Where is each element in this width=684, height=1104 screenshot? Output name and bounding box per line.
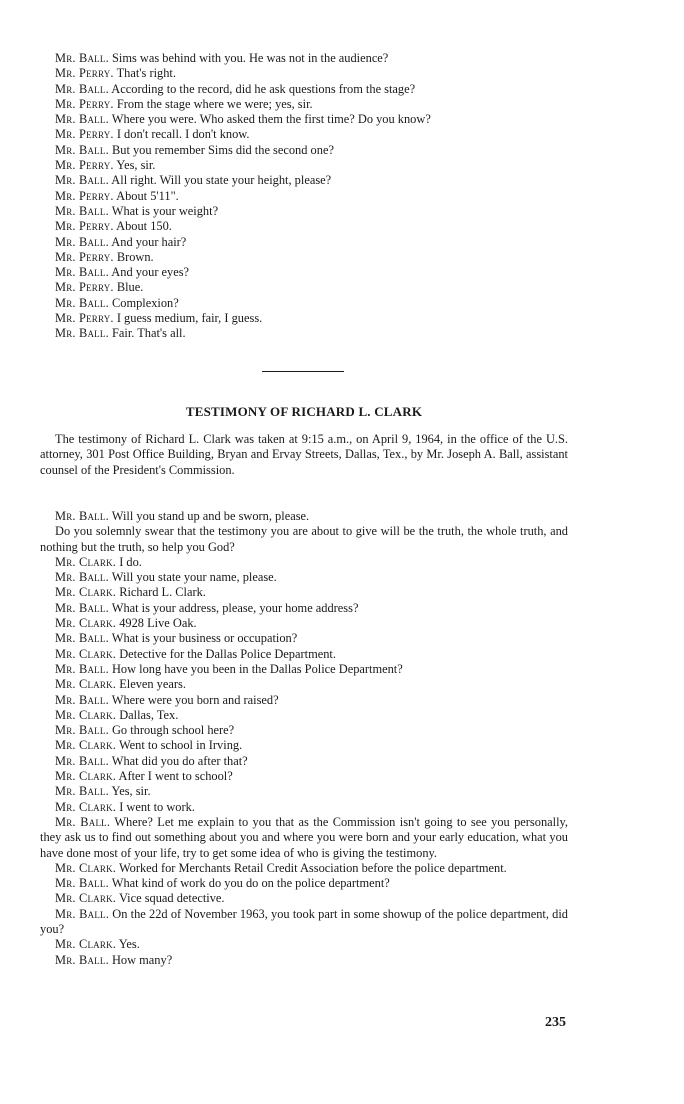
utterance: What is your weight? <box>111 203 219 218</box>
dialogue-line <box>40 265 568 280</box>
utterance: About 150. <box>116 219 172 234</box>
speaker: Mr. Clark. <box>55 860 117 875</box>
utterance: Sims was behind with you. He was not in the audience? <box>111 51 389 65</box>
dialogue-line <box>40 250 568 265</box>
dialogue-line <box>40 570 568 585</box>
utterance: What did you do after that? <box>111 753 248 768</box>
speaker: Mr. Ball. <box>55 295 109 310</box>
speaker: Mr. Clark. <box>55 677 117 692</box>
speaker: Mr. Ball. <box>55 723 109 738</box>
speaker: Mr. Perry. <box>55 280 114 295</box>
dialogue-line <box>40 296 568 311</box>
dialogue-line <box>40 219 568 234</box>
utterance: Where? Let me explain to you that as the Commission isn't going to see you personally, they ask us to find out something about you and where you were born and your early education, what you have done most of your life, try to get some idea of who is giving the testimony. <box>40 814 569 860</box>
utterance: According to the record, did he ask questions from the stage? <box>111 81 416 96</box>
dialogue-line <box>40 143 568 158</box>
utterance: Vice squad detective. <box>118 891 225 906</box>
dialogue-line <box>40 158 568 173</box>
speaker: Mr. Ball. <box>55 265 109 280</box>
utterance: From the stage where we were; yes, sir. <box>116 96 313 111</box>
utterance: Eleven years. <box>119 677 186 692</box>
utterance: How many? <box>111 952 173 967</box>
dialogue-line <box>40 907 568 938</box>
utterance: Fair. That's all. <box>111 326 186 341</box>
dialogue-line <box>40 693 568 708</box>
speaker: Mr. Perry. <box>55 249 114 264</box>
dialogue-line <box>40 82 568 97</box>
dialogue-line <box>40 677 568 692</box>
intro-paragraph: The testimony of Richard L. Clark was taken at 9:15 a.m., on April 9, 1964, in the office of the U.S. attorney, 301 Post Office Building, Bryan and Ervay Streets, Dallas, Tex., by Mr. Joseph A. Ball, assistant counsel of the President's Commission. <box>40 432 568 477</box>
utterance: Went to school in Irving. <box>118 738 243 753</box>
dialogue-line <box>40 555 568 570</box>
dialogue-line <box>40 204 568 219</box>
utterance: Will you stand up and be sworn, please. <box>111 509 310 523</box>
speaker: Mr. Ball. <box>55 814 111 829</box>
utterance: 4928 Live Oak. <box>119 616 197 631</box>
dialogue-line <box>40 815 568 861</box>
speaker: Mr. Ball. <box>55 234 109 249</box>
speaker: Mr. Ball. <box>55 142 109 157</box>
utterance: Richard L. Clark. <box>119 585 206 600</box>
dialogue-line <box>40 953 568 968</box>
utterance: I guess medium, fair, I guess. <box>116 311 263 326</box>
page-number: 235 <box>545 1015 566 1030</box>
speaker: Mr. Perry. <box>55 158 114 173</box>
speaker: Mr. Clark. <box>55 738 117 753</box>
speaker: Mr. Ball. <box>55 784 109 799</box>
speaker: Mr. Perry. <box>55 66 114 81</box>
testimony-intro <box>40 432 568 478</box>
dialogue-line <box>40 784 568 799</box>
dialogue-line <box>40 891 568 906</box>
speaker: Mr. Perry. <box>55 311 114 326</box>
utterance: On the 22d of November 1963, you took part in some showup of the police department, did you? <box>40 906 569 937</box>
dialogue-line <box>40 876 568 891</box>
dialogue-line <box>40 189 568 204</box>
dialogue-line <box>40 280 568 295</box>
utterance: How long have you been in the Dallas Police Department? <box>111 661 403 676</box>
utterance: That's right. <box>116 66 176 81</box>
dialogue-line <box>40 509 568 524</box>
speaker: Mr. Clark. <box>55 799 117 814</box>
utterance: Yes. <box>118 937 140 952</box>
speaker: Mr. Clark. <box>55 891 117 906</box>
dialogue-line <box>40 708 568 723</box>
dialogue-line <box>40 112 568 127</box>
dialogue-line <box>40 769 568 784</box>
dialogue-line <box>40 235 568 250</box>
utterance: And your hair? <box>111 234 187 249</box>
dialogue-line <box>40 937 568 952</box>
dialogue-line <box>40 585 568 600</box>
utterance: I went to work. <box>119 799 195 814</box>
utterance: Yes, sir. <box>111 784 151 799</box>
utterance: Where you were. Who asked them the first time? Do you know? <box>111 112 431 127</box>
dialogue-line <box>40 662 568 677</box>
utterance: After I went to school? <box>118 769 233 784</box>
utterance: What is your address, please, your home address? <box>111 600 359 615</box>
dialogue-line <box>40 738 568 753</box>
dialogue-line <box>40 326 568 341</box>
utterance: I don't recall. I don't know. <box>116 127 250 142</box>
speaker: Mr. Ball. <box>55 952 109 967</box>
utterance: Brown. <box>116 249 154 264</box>
utterance: About 5'11". <box>116 188 179 203</box>
speaker: Mr. Ball. <box>55 570 109 585</box>
speaker: Mr. Ball. <box>55 631 109 646</box>
utterance: I do. <box>119 554 142 569</box>
speaker: Mr. Ball. <box>55 51 109 65</box>
utterance: And your eyes? <box>111 265 190 280</box>
utterance: What kind of work do you do on the police department? <box>111 876 390 891</box>
utterance: All right. Will you state your height, please? <box>111 173 332 188</box>
dialogue-line <box>40 127 568 142</box>
utterance: Where were you born and raised? <box>111 692 279 707</box>
speaker: Mr. Clark. <box>55 616 117 631</box>
speaker: Mr. Clark. <box>55 585 117 600</box>
utterance: But you remember Sims did the second one? <box>111 142 334 157</box>
dialogue-line <box>40 601 568 616</box>
utterance: Will you state your name, please. <box>111 570 277 585</box>
speaker: Mr. Ball. <box>55 173 109 188</box>
dialogue-line <box>40 173 568 188</box>
speaker: Mr. Ball. <box>55 661 109 676</box>
section-heading: TESTIMONY OF RICHARD L. CLARK <box>185 404 423 419</box>
speaker: Mr. Ball. <box>55 81 109 96</box>
dialogue-line <box>40 647 568 662</box>
oath-paragraph <box>40 524 568 555</box>
dialogue-line <box>40 311 568 326</box>
utterance: Dallas, Tex. <box>119 707 179 722</box>
dialogue-line <box>40 616 568 631</box>
utterance: Do you solemnly swear that the testimony you are about to give will be the truth, the whole truth, and nothing but the truth, so help you God? <box>40 524 568 554</box>
speaker: Mr. Clark. <box>55 769 117 784</box>
speaker: Mr. Ball. <box>55 326 109 341</box>
speaker: Mr. Clark. <box>55 937 117 952</box>
dialogue-line <box>40 66 568 81</box>
dialogue-line <box>40 800 568 815</box>
clark-testimony <box>40 509 568 968</box>
perry-testimony-continuation <box>40 51 568 342</box>
speaker: Mr. Clark. <box>55 707 117 722</box>
dialogue-line <box>40 97 568 112</box>
speaker: Mr. Ball. <box>55 112 109 127</box>
utterance: Complexion? <box>111 295 179 310</box>
speaker: Mr. Clark. <box>55 554 117 569</box>
speaker: Mr. Perry. <box>55 127 114 142</box>
speaker: Mr. Ball. <box>55 509 109 523</box>
speaker: Mr. Ball. <box>55 203 109 218</box>
speaker: Mr. Ball. <box>55 600 109 615</box>
utterance: Blue. <box>116 280 144 295</box>
speaker: Mr. Ball. <box>55 906 110 921</box>
utterance: Yes, sir. <box>116 158 156 173</box>
utterance: Worked for Merchants Retail Credit Association before the police department. <box>118 860 507 875</box>
speaker: Mr. Clark. <box>55 646 117 661</box>
dialogue-line <box>40 723 568 738</box>
dialogue-line <box>40 861 568 876</box>
speaker: Mr. Perry. <box>55 219 114 234</box>
utterance: Detective for the Dallas Police Department. <box>119 646 336 661</box>
speaker: Mr. Ball. <box>55 692 109 707</box>
speaker: Mr. Perry. <box>55 188 114 203</box>
speaker: Mr. Perry. <box>55 96 114 111</box>
speaker: Mr. Ball. <box>55 876 109 891</box>
dialogue-line <box>40 51 568 66</box>
section-divider <box>262 371 344 372</box>
speaker: Mr. Ball. <box>55 753 109 768</box>
dialogue-line <box>40 754 568 769</box>
utterance: Go through school here? <box>111 723 235 738</box>
utterance: What is your business or occupation? <box>111 631 298 646</box>
dialogue-line <box>40 631 568 646</box>
